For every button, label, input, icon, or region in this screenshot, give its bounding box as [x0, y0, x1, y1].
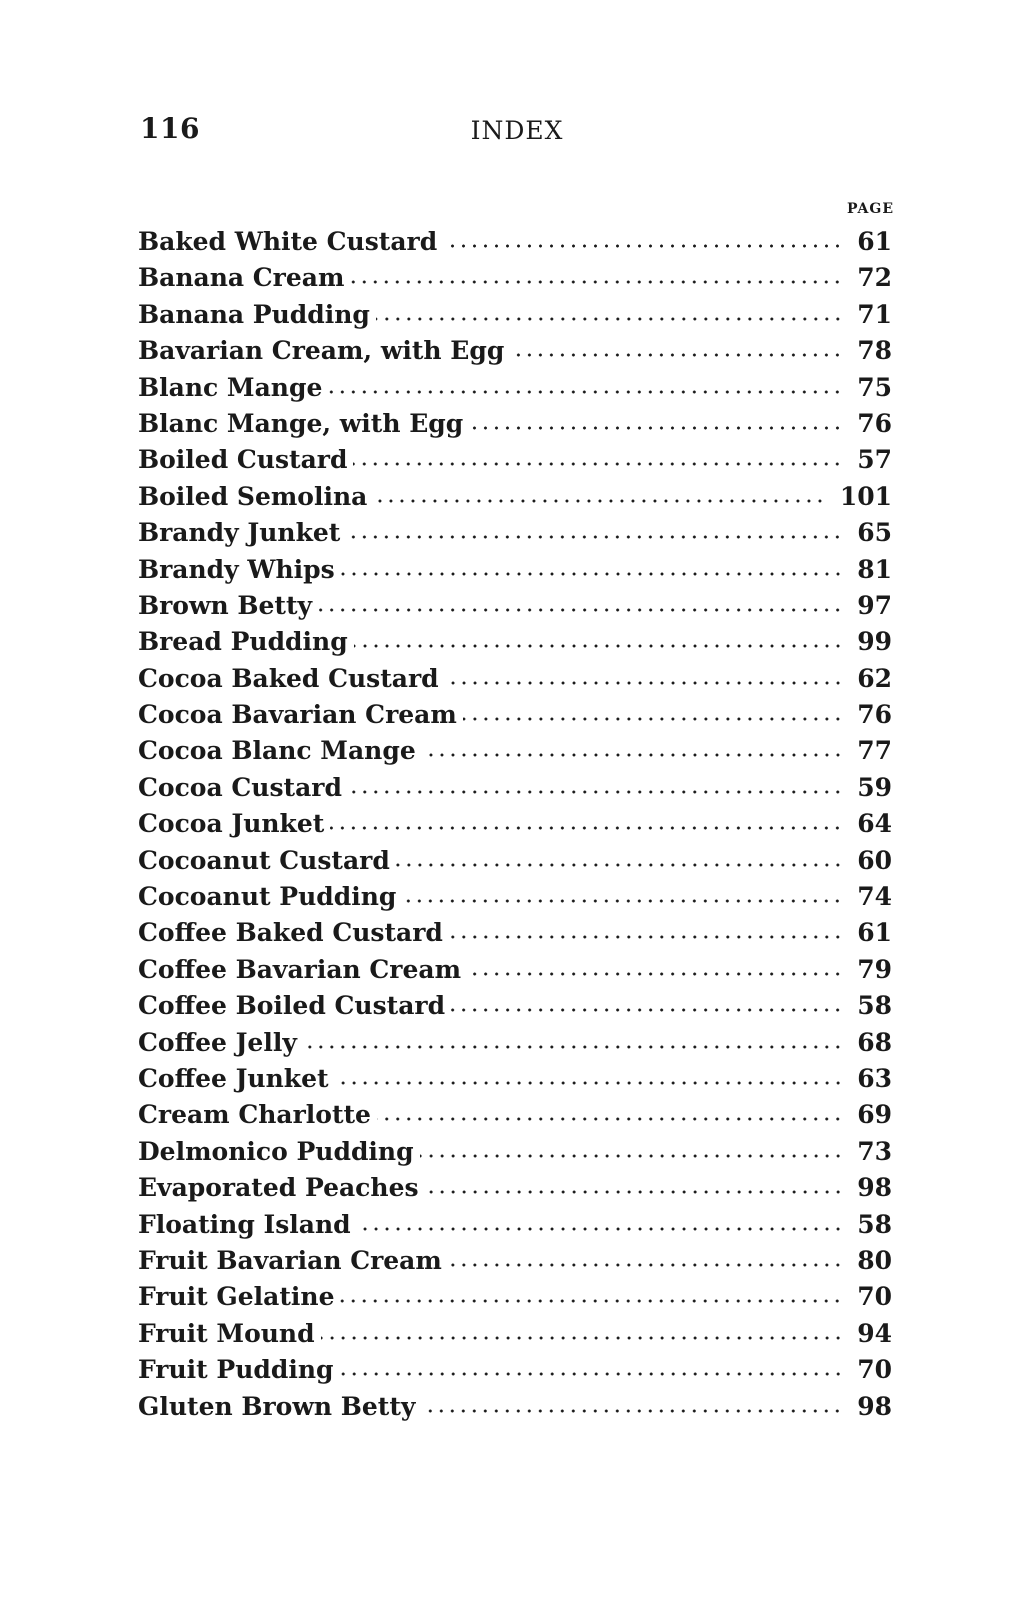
index-entry-page: 70 [857, 1282, 892, 1312]
dot-leader [448, 1263, 843, 1267]
index-entry-page: 61 [857, 227, 892, 256]
index-entry-name: Cocoanut Pudding [138, 882, 397, 912]
dot-leader [346, 535, 843, 539]
index-entry [138, 333, 892, 369]
dot-leader [318, 608, 843, 612]
dot-leader [467, 972, 843, 976]
dot-leader [445, 681, 844, 685]
index-entry-name: Cocoanut Custard [138, 845, 390, 875]
index-entry-name: Fruit Mound [138, 1318, 315, 1348]
dot-leader [443, 244, 843, 248]
index-entry [138, 442, 892, 478]
index-entry-name: Fruit Bavarian Cream [138, 1245, 442, 1275]
index-entry [138, 1097, 892, 1133]
page-header [140, 112, 894, 162]
index-entry [138, 843, 892, 879]
index-entry-page: 70 [857, 1355, 892, 1385]
dot-leader [321, 1336, 844, 1340]
index-entry-name: Cocoa Custard [138, 772, 342, 802]
index-entry [138, 915, 892, 951]
index-entry-name: Coffee Bavarian Cream [138, 954, 462, 984]
dot-leader [510, 353, 843, 357]
index-entry [138, 1207, 892, 1243]
index-entry-page: 60 [857, 845, 892, 875]
index-entry-page: 58 [857, 991, 892, 1021]
index-entry [138, 370, 892, 406]
dot-leader [354, 644, 844, 648]
dot-leader [348, 790, 843, 794]
index-entry-page: 71 [857, 299, 892, 329]
index-entry [138, 588, 892, 624]
index-entry-name: Fruit Gelatine [138, 1282, 335, 1312]
dot-leader [376, 317, 843, 321]
index-entry-name: Cocoa Blanc Mange [138, 736, 416, 766]
index-entry-name: Delmonico Pudding [138, 1136, 414, 1166]
index-entry [138, 1243, 892, 1279]
index-entry-page: 76 [857, 408, 892, 438]
index-entry [138, 479, 892, 515]
index-entry [138, 952, 892, 988]
index-entry [138, 1025, 892, 1061]
dot-leader [421, 1409, 843, 1413]
index-entry-page: 69 [857, 1100, 892, 1130]
dot-leader [340, 1372, 844, 1376]
index-entry-page: 94 [857, 1318, 892, 1348]
dot-leader [422, 753, 843, 757]
index-entry [138, 1389, 892, 1425]
dot-leader [353, 462, 843, 466]
index-entry [138, 1279, 892, 1315]
index-entry [138, 733, 892, 769]
index-entries-list [138, 224, 892, 1425]
index-entry [138, 770, 892, 806]
index-entry-name: Boiled Semolina [138, 481, 368, 511]
index-entry-name: Cream Charlotte [138, 1100, 371, 1130]
index-entry [138, 879, 892, 915]
dot-leader [330, 826, 843, 830]
index-entry-page: 98 [857, 1173, 892, 1203]
dot-leader [328, 390, 843, 394]
index-entry-name: Bread Pudding [138, 627, 348, 657]
page-number: 116 [140, 112, 200, 145]
index-entry-page: 59 [857, 772, 892, 802]
index-entry-page: 65 [857, 518, 892, 548]
dot-leader [350, 280, 843, 284]
index-entry-name: Coffee Boiled Custard [138, 991, 446, 1021]
index-entry [138, 260, 892, 296]
page-title: INDEX [470, 116, 564, 145]
index-entry-page: 77 [857, 736, 892, 766]
dot-leader [335, 1081, 844, 1085]
index-entry [138, 1134, 892, 1170]
index-entry-page: 75 [857, 372, 892, 402]
index-entry [138, 1352, 892, 1388]
index-entry-name: Cocoa Bavarian Cream [138, 700, 457, 730]
index-entry-page: 79 [857, 954, 892, 984]
index-entry-name: Brandy Whips [138, 554, 335, 584]
dot-leader [425, 1190, 844, 1194]
dot-leader [402, 899, 843, 903]
index-entry [138, 552, 892, 588]
index-entry-page: 57 [857, 445, 892, 475]
index-entry-page: 58 [857, 1209, 892, 1239]
index-entry-page: 74 [857, 882, 892, 912]
index-entry-name: Cocoa Junket [138, 809, 325, 839]
index-entry [138, 624, 892, 660]
index-entry-name: Banana Pudding [138, 299, 370, 329]
index-entry-page: 62 [857, 663, 892, 693]
index-entry-name: Evaporated Peaches [138, 1173, 419, 1203]
index-entry [138, 806, 892, 842]
dot-leader [469, 426, 843, 430]
index-entry [138, 515, 892, 551]
dot-leader [449, 935, 843, 939]
index-entry [138, 697, 892, 733]
index-entry-name: Blanc Mange [138, 372, 323, 402]
index-entry [138, 224, 892, 260]
index-entry-name: Boiled Custard [138, 445, 348, 475]
dot-leader [357, 1227, 844, 1231]
index-entry-name: Brown Betty [138, 590, 313, 620]
index-entry-page: 78 [857, 336, 892, 366]
index-entry-page: 98 [857, 1391, 892, 1421]
index-entry-name: Coffee Jelly [138, 1027, 297, 1057]
index-entry-name: Baked White Custard [138, 227, 438, 256]
index-entry-page: 72 [857, 263, 892, 293]
index-entry-page: 63 [857, 1063, 892, 1093]
index-entry [138, 297, 892, 333]
index-entry-page: 73 [857, 1136, 892, 1166]
page-column-label: PAGE [847, 201, 894, 217]
index-entry-name: Coffee Baked Custard [138, 918, 443, 948]
index-entry-page: 68 [857, 1027, 892, 1057]
index-entry [138, 406, 892, 442]
index-entry-name: Fruit Pudding [138, 1355, 334, 1385]
index-entry [138, 988, 892, 1024]
index-entry-name: Blanc Mange, with Egg [138, 408, 464, 438]
index-entry-name: Brandy Junket [138, 518, 341, 548]
dot-leader [451, 1008, 843, 1012]
index-entry [138, 661, 892, 697]
index-entry-name: Cocoa Baked Custard [138, 663, 439, 693]
dot-leader [377, 1117, 843, 1121]
index-entry-page: 81 [857, 554, 892, 584]
index-entry [138, 1316, 892, 1352]
index-entry-page: 80 [857, 1245, 892, 1275]
index-entry [138, 1061, 892, 1097]
dot-leader [396, 863, 843, 867]
dot-leader [340, 1299, 843, 1303]
index-entry-page: 97 [857, 590, 892, 620]
index-entry-page: 99 [857, 627, 892, 657]
dot-leader [373, 499, 825, 503]
index-entry-name: Bavarian Cream, with Egg [138, 336, 505, 366]
dot-leader [463, 717, 843, 721]
index-entry-name: Floating Island [138, 1209, 351, 1239]
dot-leader [341, 572, 844, 576]
index-entry-name: Banana Cream [138, 263, 345, 293]
dot-leader [420, 1154, 844, 1158]
index-entry-page: 61 [857, 918, 892, 948]
dot-leader [303, 1045, 843, 1049]
index-entry-name: Coffee Junket [138, 1063, 329, 1093]
index-entry-page: 76 [857, 700, 892, 730]
index-entry [138, 1170, 892, 1206]
index-entry-name: Gluten Brown Betty [138, 1391, 416, 1421]
index-entry-page: 64 [857, 809, 892, 839]
index-entry-page: 101 [839, 481, 892, 511]
